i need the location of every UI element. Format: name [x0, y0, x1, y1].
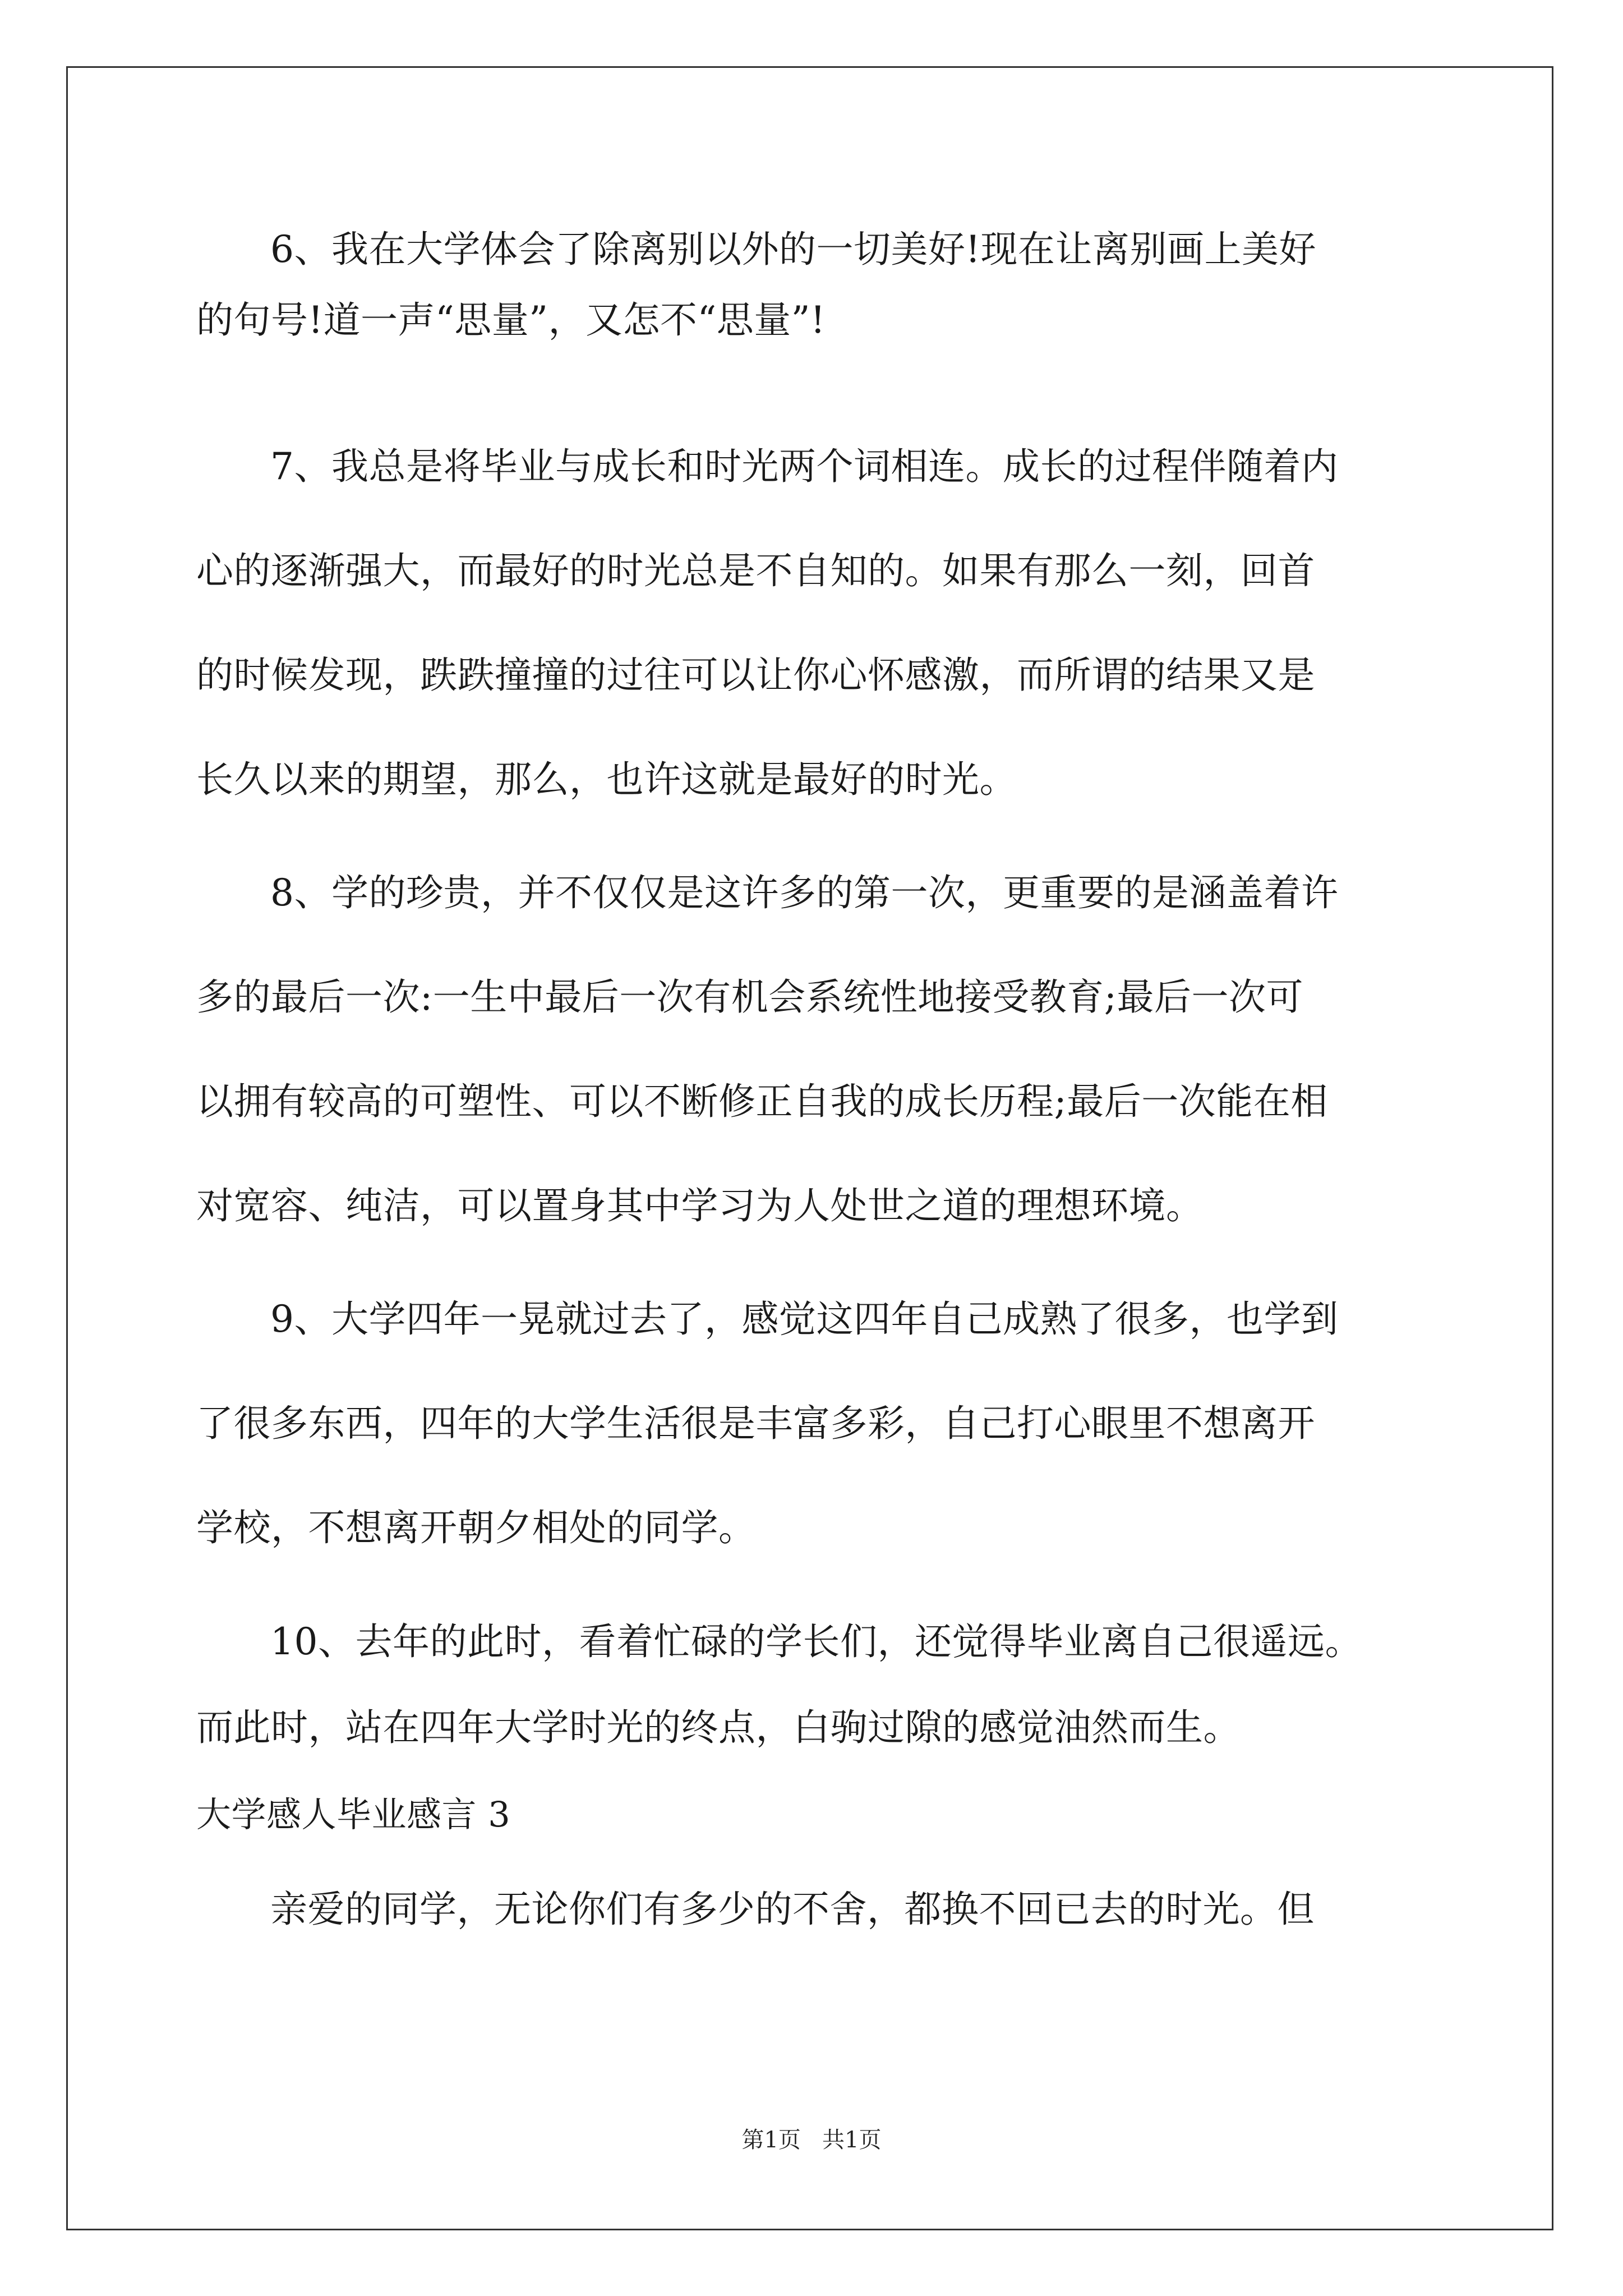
closing-paragraph-line-1: 亲爱的同学，无论你们有多少的不舍，都换不回已去的时光。但 — [270, 1888, 1315, 1931]
page-number-text: 第1页 共1页 — [741, 2127, 882, 2153]
paragraph-6-line-2: 的句号!道一声“思量”，又怎不“思量”! — [196, 298, 826, 342]
paragraph-8-line-4: 对宽容、纯洁，可以置身其中学习为人处世之道的理想环境。 — [196, 1184, 1204, 1227]
paragraph-9-line-3: 学校，不想离开朝夕相处的同学。 — [196, 1506, 756, 1549]
paragraph-10-line-1: 10、去年的此时，看着忙碌的学长们，还觉得毕业离自己很遥远。 — [270, 1620, 1362, 1663]
paragraph-8-line-2: 多的最后一次:一生中最后一次有机会系统性地接受教育;最后一次可 — [196, 976, 1303, 1019]
paragraph-8-line-3: 以拥有较高的可塑性、可以不断修正自我的成长历程;最后一次能在相 — [196, 1080, 1328, 1123]
page-footer — [0, 2126, 1623, 2154]
paragraph-7-line-1: 7、我总是将毕业与成长和时光两个词相连。成长的过程伴随着内 — [270, 445, 1339, 488]
paragraph-9-line-1: 9、大学四年一晃就过去了，感觉这四年自己成熟了很多，也学到 — [270, 1297, 1339, 1341]
paragraph-10-line-2: 而此时，站在四年大学时光的终点，白驹过隙的感觉油然而生。 — [196, 1706, 1241, 1749]
paragraph-7-line-4: 长久以来的期望，那么，也许这就是最好的时光。 — [196, 758, 1017, 801]
paragraph-8-line-1: 8、学的珍贵，并不仅仅是这许多的第一次，更重要的是涵盖着许 — [270, 871, 1339, 914]
paragraph-7-line-2: 心的逐渐强大，而最好的时光总是不自知的。如果有那么一刻，回首 — [196, 549, 1315, 592]
paragraph-6-line-1: 6、我在大学体会了除离别以外的一切美好!现在让离别画上美好 — [270, 228, 1317, 271]
paragraph-7-line-3: 的时候发现，跌跌撞撞的过往可以让你心怀感激，而所谓的结果又是 — [196, 654, 1315, 697]
section-heading: 大学感人毕业感言 3 — [196, 1794, 511, 1835]
paragraph-9-line-2: 了很多东西，四年的大学生活很是丰富多彩，自己打心眼里不想离开 — [196, 1402, 1315, 1445]
